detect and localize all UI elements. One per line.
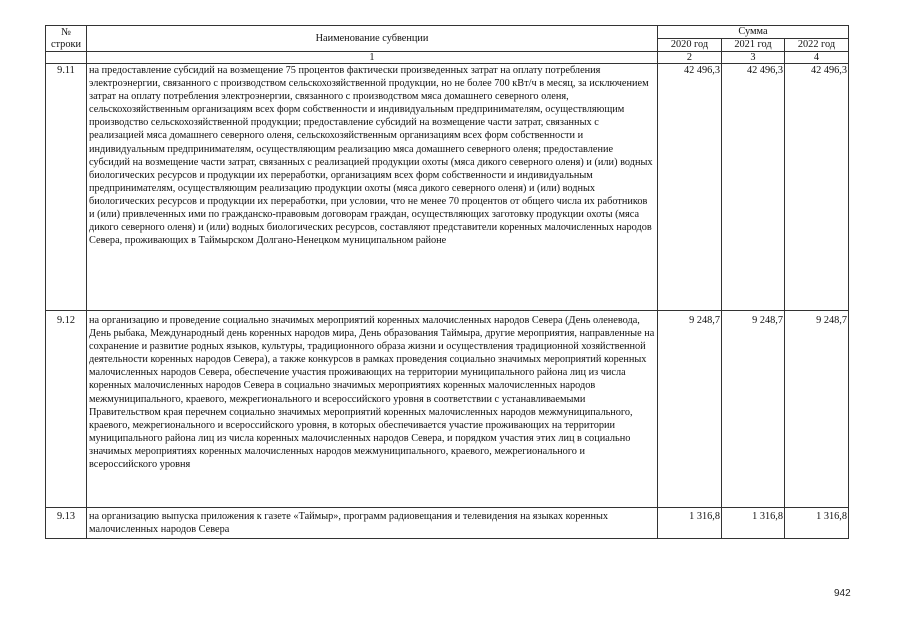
year-2021-header: 2021 год xyxy=(722,39,785,52)
column-number-3: 3 xyxy=(722,52,785,64)
row-number-header xyxy=(46,26,87,52)
column-number-1: 1 xyxy=(87,52,658,64)
column-number-row xyxy=(46,52,849,64)
table-row xyxy=(46,311,849,508)
table-row xyxy=(46,508,849,539)
row-number: 9.11 xyxy=(46,64,87,311)
amount-2020: 9 248,7 xyxy=(658,311,722,508)
year-2022-header: 2022 год xyxy=(785,39,849,52)
amount-2020: 1 316,8 xyxy=(658,508,722,539)
subvention-name: на организацию выпуска приложения к газете «Таймыр», программ радиовещания и телевидения на языках коренных малочисленных народов Севера xyxy=(87,508,658,539)
page-number: 942 xyxy=(834,588,851,599)
header-row-1 xyxy=(46,26,849,39)
table-row xyxy=(46,64,849,311)
amount-2022: 9 248,7 xyxy=(785,311,849,508)
column-number-2: 2 xyxy=(658,52,722,64)
amount-2021: 42 496,3 xyxy=(722,64,785,311)
row-number-header-line2: строки xyxy=(50,38,81,50)
sum-column-header: Сумма xyxy=(658,26,849,39)
amount-2022: 42 496,3 xyxy=(785,64,849,311)
amount-2022: 1 316,8 xyxy=(785,508,849,539)
column-number-4: 4 xyxy=(785,52,849,64)
row-number-header-line1: № xyxy=(61,26,71,38)
subvention-name: на организацию и проведение социально значимых мероприятий коренных малочисленных народов Севера (День оленевода, День рыбака, Международный день коренных народов мира, День образования Таймыра, другие мероприятия, направленные на сохранение и развитие родных языков, культуры, традиционного образа жизни и осуществления традиционной хозяйственной деятельности коренных народов Севера), а также конкурсов в рамках проведения социально значимых мероприятий коренных малочисленных народов Севера, обеспечение участия проживающих на территории муниципального района лиц из числа коренных малочисленных народов Севера в социально значимых мероприятиях коренных малочисленных народов межмуниципального, краевого, межрегионального и всероссийского уровня в соответствии с устанавливаемыми Правительством края перечнем социально значимых мероприятий коренных малочисленных народов межмуниципального, краевого, межрегионального и всероссийского уровня, в которых обеспечивается участие проживающих на территории муниципального района лиц из числа коренных малочисленных народов Севера, и порядком участия этих лиц в социально значимых мероприятиях коренных малочисленных народов межмуниципального, краевого, межрегионального и всероссийского уровня xyxy=(87,311,658,508)
amount-2021: 1 316,8 xyxy=(722,508,785,539)
amount-2020: 42 496,3 xyxy=(658,64,722,311)
name-column-header: Наименование субвенции xyxy=(87,26,658,52)
amount-2021: 9 248,7 xyxy=(722,311,785,508)
row-number: 9.13 xyxy=(46,508,87,539)
year-2020-header: 2020 год xyxy=(658,39,722,52)
column-number-empty xyxy=(46,52,87,64)
row-number: 9.12 xyxy=(46,311,87,508)
subvention-table xyxy=(45,25,849,539)
subvention-name: на предоставление субсидий на возмещение 75 процентов фактически произведенных затрат на оплату потребления электроэнергии, связанного с производством сельскохозяйственной продукции, но не более 700 кВт/ч в месяц, за исключением затрат на оплату потребления электроэнергии, связанного с производством мяса домашнего северного оленя, сельскохозяйственным организациям всех форм собственности и индивидуальным предпринимателям, осуществляющим производство сельскохозяйственной продукции; предоставление субсидий на возмещение части затрат, связанных с реализацией мяса домашнего северного оленя, сельскохозяйственным организациям всех форм собственности и индивидуальным предпринимателям, осуществляющим реализацию мяса домашнего северного оленя; предоставление субсидий на возмещение части затрат, связанных с реализацией продукции охоты (мяса дикого северного оленя) и (или) водных биологических ресурсов и продукции их переработки, организациям всех форм собственности и индивидуальным предпринимателям, осуществляющим реализацию продукции охоты (мяса дикого северного оленя) и (или) водных биологических ресурсов и продукции их переработки, при условии, что не менее 70 процентов от общего числа их работников и (или) привлеченных ими по гражданско-правовым договорам граждан, осуществляющих заготовку продукции охоты (мяса дикого северного оленя) и (или) водных биологических ресурсов, составляют представители коренных малочисленных народов Севера, проживающих в Таймырском Долгано-Ненецком муниципальном районе xyxy=(87,64,658,311)
